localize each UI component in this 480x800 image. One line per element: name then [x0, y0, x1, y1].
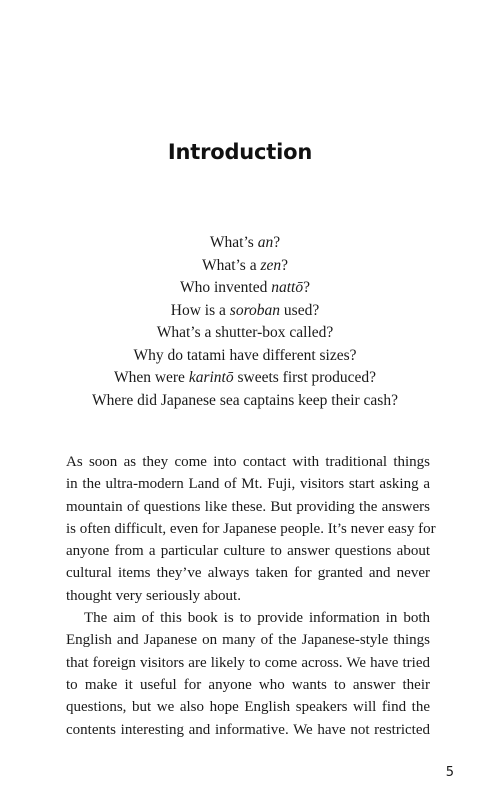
- question-text: used?: [280, 301, 320, 319]
- question-line: [0, 232, 480, 255]
- question-italic-term: zen: [260, 256, 282, 274]
- question-text: Where did Japanese sea captains keep their cash?: [92, 391, 398, 409]
- paragraph-line: thought very seriously about.: [66, 587, 241, 604]
- paragraph-line: mountain of questions like these. But providing the answers: [66, 498, 430, 515]
- paragraph-line: The aim of this book is to provide information in both: [84, 610, 430, 627]
- paragraph-line: anyone from a particular culture to answer questions about: [66, 543, 430, 560]
- question-line: [0, 367, 480, 390]
- question-italic-term: an: [257, 234, 274, 251]
- question-line: [0, 390, 480, 413]
- paragraph-line: questions, but we also hope English speakers will find the: [66, 699, 430, 716]
- question-text: How is a: [170, 301, 230, 319]
- paragraph-line: cultural items they’ve always taken for granted and never: [66, 565, 430, 582]
- question-italic-term: karintō: [188, 369, 234, 386]
- page-title: Introduction: [167, 140, 313, 164]
- question-text: What’s a shutter-box called?: [156, 324, 334, 341]
- question-line: [0, 345, 480, 368]
- paragraph-line: contents interesting and informative. We have not restricted: [66, 721, 430, 738]
- question-italic-term: nattō: [271, 279, 304, 296]
- question-text: Why do tatami have different sizes?: [133, 346, 357, 364]
- question-text: Who invented: [179, 279, 272, 296]
- paragraph-line: As soon as they come into contact with traditional things: [66, 454, 430, 470]
- question-text: ?: [281, 256, 289, 274]
- paragraph-line: in the ultra-modern Land of Mt. Fuji, visitors start asking a: [66, 476, 430, 493]
- body-paragraphs: [66, 451, 436, 741]
- page-number: 5: [445, 765, 454, 780]
- question-line: [0, 322, 480, 345]
- question-italic-term: soroban: [229, 301, 281, 319]
- question-text: What’s: [209, 234, 258, 251]
- question-text: When were: [113, 369, 189, 386]
- question-list: [0, 232, 480, 412]
- paragraph-line: to make it useful for anyone who wants to answer their: [66, 676, 430, 693]
- question-text: What’s a: [201, 256, 261, 274]
- paragraph-line: is often difficult, even for Japanese people. It’s never easy for: [66, 520, 436, 537]
- question-text: ?: [273, 234, 281, 251]
- question-line: [0, 300, 480, 323]
- paragraph-line: that foreign visitors are likely to come across. We have tried: [66, 654, 430, 671]
- question-text: sweets first produced?: [233, 369, 377, 386]
- question-text: ?: [303, 279, 311, 296]
- question-line: [0, 255, 480, 278]
- paragraph-line: English and Japanese on many of the Japanese-style things: [66, 632, 430, 649]
- question-line: [0, 277, 480, 300]
